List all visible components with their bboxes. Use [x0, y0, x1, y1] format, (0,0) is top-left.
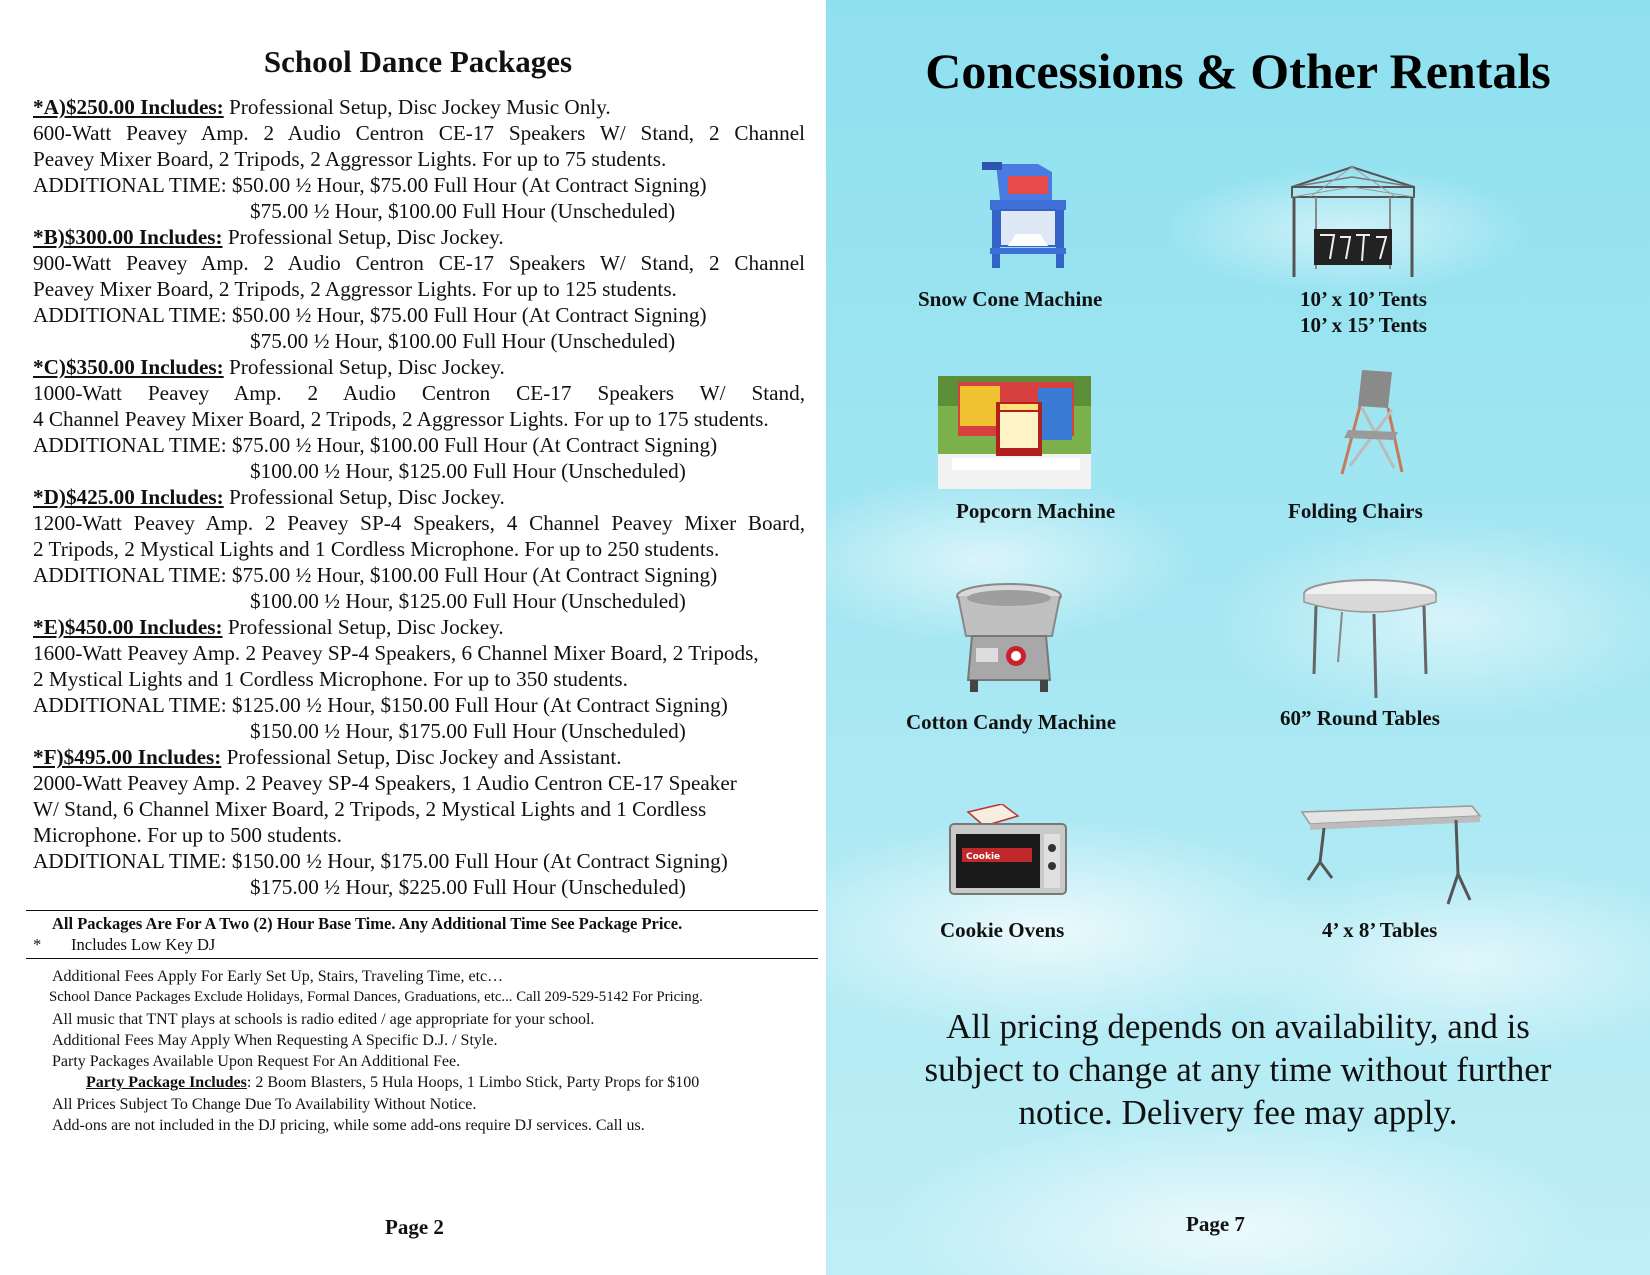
package-b-summary: Professional Setup, Disc Jockey. — [222, 225, 504, 249]
package-d-equipment-line: 2 Tripods, 2 Mystical Lights and 1 Cordless Microphone. For up to 250 students. — [33, 537, 720, 561]
cotton-candy-machine-icon — [952, 582, 1066, 696]
package-a-equipment-line: Peavey Mixer Board, 2 Tripods, 2 Aggressor Lights. For up to 75 students. — [33, 147, 667, 171]
package-c-additional-contract: ADDITIONAL TIME: $75.00 ½ Hour, $100.00 Full Hour (At Contract Signing) — [33, 433, 718, 457]
package-e-summary: Professional Setup, Disc Jockey. — [222, 615, 504, 639]
package-d-label: *D)$425.00 Includes: — [33, 485, 224, 509]
note-line: Additional Fees May Apply When Requesting A Specific D.J. / Style. — [52, 1031, 498, 1049]
rectangular-table-icon — [1298, 804, 1482, 908]
item-caption: Snow Cone Machine — [918, 287, 1103, 311]
item-caption: 10’ x 10’ Tents — [1300, 287, 1427, 311]
low-key-note — [33, 935, 215, 955]
note-line: Party Packages Available Upon Request For An Additional Fee. — [52, 1053, 461, 1071]
right-page — [826, 0, 1650, 1275]
package-f-summary: Professional Setup, Disc Jockey and Assistant. — [221, 745, 622, 769]
package-e-header — [33, 614, 805, 640]
package-c-summary: Professional Setup, Disc Jockey. — [223, 355, 505, 379]
page-number: Page 2 — [385, 1215, 444, 1239]
package-e-equipment-line: 2 Mystical Lights and 1 Cordless Microphone. For up to 350 students. — [33, 667, 628, 691]
note-line: All music that TNT plays at schools is radio edited / age appropriate for your school. — [52, 1010, 595, 1028]
disclaimer-line: All pricing depends on availability, and is — [946, 1007, 1530, 1046]
item-caption: Cookie Ovens — [940, 918, 1065, 942]
note-line: Additional Fees Apply For Early Set Up, Stairs, Traveling Time, etc… — [52, 968, 504, 985]
package-d-additional-contract: ADDITIONAL TIME: $75.00 ½ Hour, $100.00 Full Hour (At Contract Signing) — [33, 563, 718, 587]
package-b-equipment-line: Peavey Mixer Board, 2 Tripods, 2 Aggressor Lights. For up to 125 students. — [33, 277, 677, 301]
item-caption: 60” Round Tables — [1280, 706, 1440, 730]
item-caption: Popcorn Machine — [956, 499, 1116, 523]
page-title: Concessions & Other Rentals — [925, 43, 1551, 99]
package-d-additional-unscheduled: $100.00 ½ Hour, $125.00 Full Hour (Unscheduled) — [250, 589, 686, 613]
package-b-label: *B)$300.00 Includes: — [33, 225, 223, 249]
package-c-equipment-line: 4 Channel Peavey Mixer Board, 2 Tripods, 2 Aggressor Lights. For up to 175 students. — [33, 407, 769, 431]
package-b-equipment-line: 900-Watt Peavey Amp. 2 Audio Centron CE-17 Speakers W/ Stand, 2 Channel — [33, 251, 805, 275]
note-line: All Prices Subject To Change Due To Availability Without Notice. — [52, 1095, 477, 1113]
divider — [26, 958, 818, 959]
cookie-oven-icon — [948, 804, 1068, 900]
item-caption: 4’ x 8’ Tables — [1322, 918, 1438, 942]
svg-text:Cookie: Cookie — [966, 852, 1001, 862]
package-d-header — [33, 484, 805, 510]
footnote-star: * — [33, 935, 42, 954]
item-caption: 10’ x 15’ Tents — [1300, 313, 1427, 337]
folding-chair-icon — [1332, 368, 1412, 478]
package-a-header — [33, 94, 805, 120]
low-key-text: Includes Low Key DJ — [71, 935, 216, 954]
party-package-text: : 2 Boom Blasters, 5 Hula Hoops, 1 Limbo Stick, Party Props for $100 — [246, 1074, 700, 1092]
package-f-equipment-line: Microphone. For up to 500 students. — [33, 823, 342, 847]
package-d-equipment-line: 1200-Watt Peavey Amp. 2 Peavey SP-4 Speakers, 4 Channel Peavey Mixer Board, — [33, 511, 805, 535]
package-a-additional-contract: ADDITIONAL TIME: $50.00 ½ Hour, $75.00 Full Hour (At Contract Signing) — [33, 173, 707, 197]
package-b-header — [33, 224, 805, 250]
package-f-label: *F)$495.00 Includes: — [33, 745, 222, 769]
party-package-label: Party Package Includes — [86, 1074, 247, 1092]
package-f-additional-unscheduled: $175.00 ½ Hour, $225.00 Full Hour (Unscheduled) — [250, 875, 686, 899]
fee-notes — [49, 966, 703, 1136]
package-c-additional-unscheduled: $100.00 ½ Hour, $125.00 Full Hour (Unscheduled) — [250, 459, 686, 483]
popcorn-machine-icon — [938, 376, 1091, 489]
page-number: Page 7 — [1186, 1212, 1245, 1236]
item-caption: Folding Chairs — [1288, 499, 1423, 523]
package-a-label: *A)$250.00 Includes: — [33, 95, 224, 119]
package-list — [33, 94, 805, 900]
page-title: School Dance Packages — [263, 44, 573, 79]
note-line: School Dance Packages Exclude Holidays, Formal Dances, Graduations, etc... Call 209-529-5142 For Pricing. — [49, 989, 703, 1006]
package-b-additional-contract: ADDITIONAL TIME: $50.00 ½ Hour, $75.00 Full Hour (At Contract Signing) — [33, 303, 707, 327]
package-e-equipment-line: 1600-Watt Peavey Amp. 2 Peavey SP-4 Speakers, 6 Channel Mixer Board, 2 Tripods, — [33, 641, 759, 665]
pricing-disclaimer — [826, 1005, 1650, 1134]
package-e-additional-contract: ADDITIONAL TIME: $125.00 ½ Hour, $150.00 Full Hour (At Contract Signing) — [33, 693, 728, 717]
package-a-equipment-line: 600-Watt Peavey Amp. 2 Audio Centron CE-17 Speakers W/ Stand, 2 Channel — [33, 121, 805, 145]
item-caption: Cotton Candy Machine — [906, 710, 1117, 734]
snow-cone-machine-icon — [978, 160, 1078, 272]
package-e-additional-unscheduled: $150.00 ½ Hour, $175.00 Full Hour (Unscheduled) — [250, 719, 686, 743]
note-line: Add-ons are not included in the DJ pricing, while some add-ons require DJ services. Call us. — [52, 1117, 645, 1135]
package-a-summary: Professional Setup, Disc Jockey Music Only. — [223, 95, 611, 119]
package-f-header — [33, 744, 805, 770]
package-a-additional-unscheduled: $75.00 ½ Hour, $100.00 Full Hour (Unscheduled) — [250, 199, 676, 223]
package-d-summary: Professional Setup, Disc Jockey. — [223, 485, 505, 509]
package-e-label: *E)$450.00 Includes: — [33, 615, 223, 639]
package-c-equipment-line: 1000-Watt Peavey Amp. 2 Audio Centron CE-17 Speakers W/ Stand, — [33, 381, 805, 405]
package-c-label: *C)$350.00 Includes: — [33, 355, 224, 379]
package-b-additional-unscheduled: $75.00 ½ Hour, $100.00 Full Hour (Unscheduled) — [250, 329, 676, 353]
package-f-equipment-line: W/ Stand, 6 Channel Mixer Board, 2 Tripods, 2 Mystical Lights and 1 Cordless — [33, 797, 707, 821]
package-f-additional-contract: ADDITIONAL TIME: $150.00 ½ Hour, $175.00 Full Hour (At Contract Signing) — [33, 849, 728, 873]
package-c-header — [33, 354, 805, 380]
tent-icon — [1280, 165, 1425, 283]
round-table-icon — [1302, 578, 1438, 702]
disclaimer-line: notice. Delivery fee may apply. — [1018, 1093, 1458, 1132]
disclaimer-line: subject to change at any time without further — [924, 1050, 1552, 1089]
base-time-note: All Packages Are For A Two (2) Hour Base Time. Any Additional Time See Package Price. — [52, 914, 683, 933]
party-package-line — [52, 1072, 703, 1093]
divider — [26, 910, 818, 911]
package-f-equipment-line: 2000-Watt Peavey Amp. 2 Peavey SP-4 Speakers, 1 Audio Centron CE-17 Speaker — [33, 771, 737, 795]
